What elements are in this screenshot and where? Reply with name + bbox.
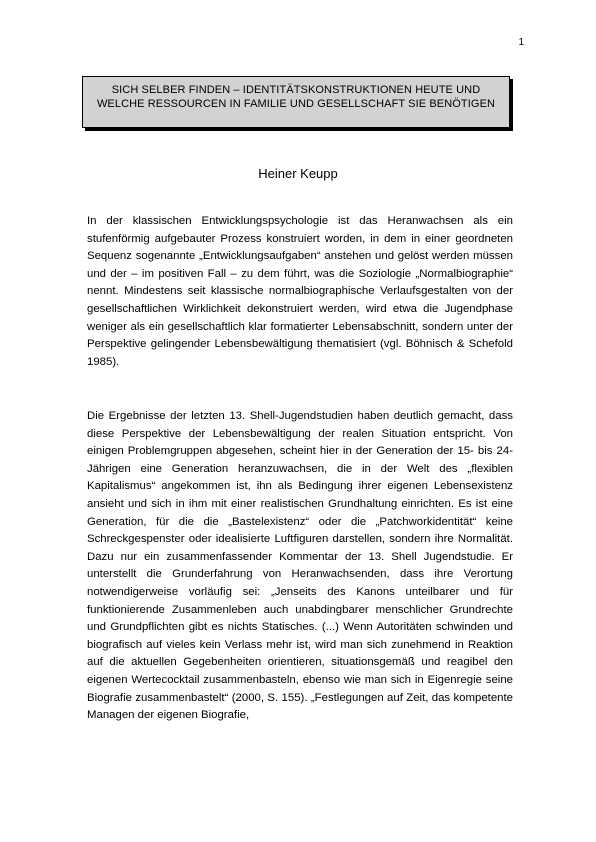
- author-name: Heiner Keupp: [258, 166, 338, 181]
- paragraph: Die Ergebnisse der letzten 13. Shell-Jugendstudien haben deutlich gemacht, dass diese Perspektive der Lebensbewältigung der realen Situation entspricht. Von einigen Problemgruppen abgesehen, scheint hier in der Generation der 15- bis 24-Jährigen eine Generation heranzuwachsen, die in der Welt des „flexiblen Kapitalismus“ angekommen ist, ihn als Bedingung ihrer eigenen Lebensexistenz ansieht und sich in ihm mit einer realistischen Grundhaltung einrichten. Es ist eine Generation, für die die „Bastelexistenz“ oder die „Patchworkidentität“ keine Schreckgespenster oder idealisierte Luftfiguren darstellen, sondern ihre Normalität. Dazu nur ein zusammenfassender Kommentar der 13. Shell Jugendstudie. Er unterstellt die Grunderfahrung von Heranwachsenden, dass ihre Verortung notwendigerweise vorläufig sei: „Jenseits des Kanons unteilbarer und für funktionierende Zusammenleben auch unabdingbarer menschlicher Grundrechte und Grundpflichten gibt es nichts Statisches. (...) Wenn Autoritäten schwinden und biografisch auf vieles kein Verlass mehr ist, wird man sich zunehmend in Reaktion auf die aktuellen Gegebenheiten orientieren, situationsgemäß und reagibel den eigenen Wertecocktail zusammenbasteln, ebenso wie man sich in Eigenregie seine Biografie zusammenbastelt“ (2000, S. 155). „Festlegungen auf Zeit, das kompetente Managen der eigenen Biografie,: [87, 410, 513, 722]
- document-title: SICH SELBER FINDEN – IDENTITÄTSKONSTRUKTIONEN HEUTE UND WELCHE RESSOURCEN IN FAMILIE UND GESELLSCHAFT SIE BENÖTIGEN: [96, 84, 496, 110]
- paragraph: In der klassischen Entwicklungspsychologie ist das Heranwachsen als ein stufenförmig aufgebauter Prozess konstruiert worden, in dem in einer geordneten Sequenz sogenannte „Entwicklungsaufgaben“ anstehen und gelöst werden müssen und der – im positiven Fall – zu dem führt, was die Soziologie „Normalbiographie“ nennt. Mindestens seit klassische normalbiographische Verlaufsgestalten von der gesellschaftlichen Wirklichkeit dekonstruiert werden, wird etwa die Jugendphase weniger als ein gesellschaftlich klar formatierter Lebensabschnitt, sondern unter der Perspektive gelingender Lebensbewältigung thematisiert (vgl. Böhnisch & Schefold 1985).: [87, 215, 513, 368]
- title-box: [82, 76, 510, 128]
- page-number: 1: [518, 37, 524, 48]
